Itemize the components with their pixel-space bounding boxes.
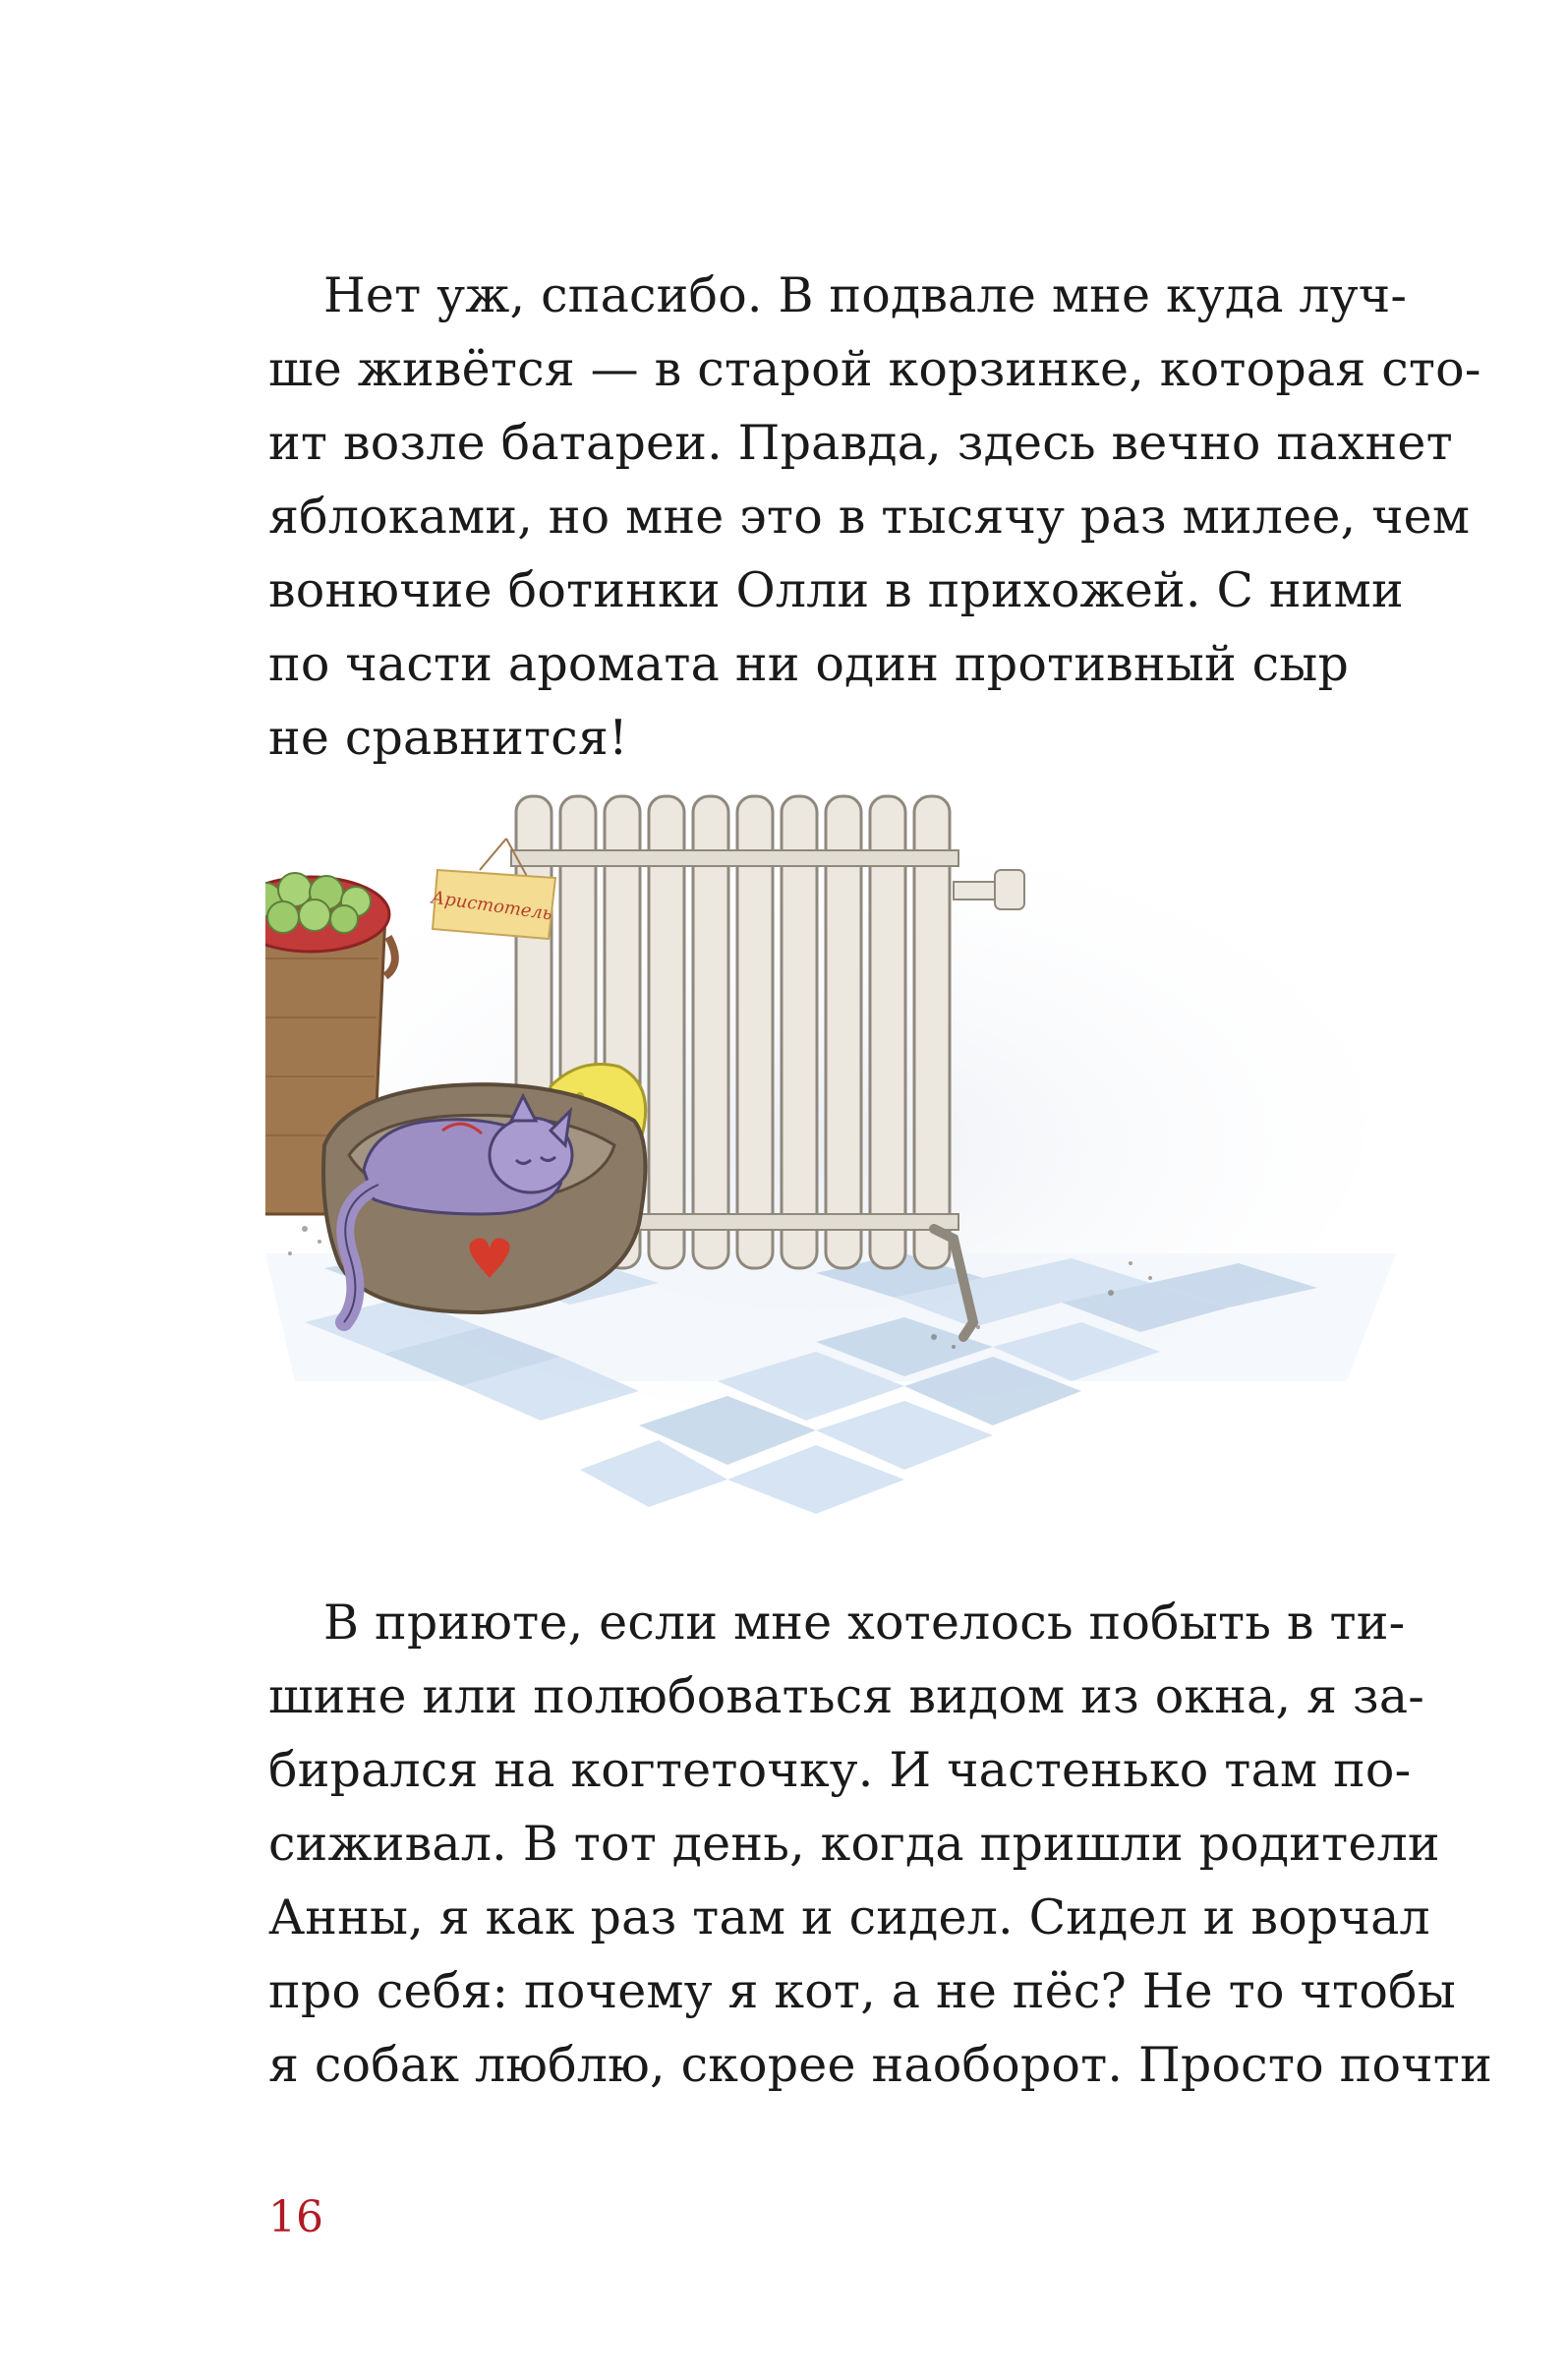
cat-basket-illustration: [265, 791, 1396, 1538]
sign-label: Аристотель: [430, 887, 553, 925]
text-line: по части аромата ни один противный сыр: [268, 636, 1350, 692]
text-line: бирался на когтеточку. И частенько там по-: [268, 1742, 1412, 1798]
paragraph-2: [268, 1586, 1492, 2102]
text-line: Анны, я как раз там и сидел. Сидел и ворчал: [268, 1889, 1430, 1945]
text-line: сиживал. В тот день, когда пришли родители: [268, 1816, 1440, 1872]
text-line: я собак люблю, скорее наоборот. Просто почти: [268, 2037, 1492, 2093]
text-line: В приюте, если мне хотелось побыть в ти-: [323, 1595, 1406, 1651]
text-line: шине или полюбоваться видом из окна, я за-: [268, 1668, 1425, 1724]
text-line: не сравнится!: [268, 710, 628, 766]
text-line: про себя: почему я кот, а не пёс? Не то чтобы: [268, 1963, 1456, 2019]
text-line: Нет уж, спасибо. В подвале мне куда луч-: [323, 267, 1408, 323]
text-line: ит возле батареи. Правда, здесь вечно пахнет: [268, 415, 1453, 471]
page-number: 16: [268, 2192, 323, 2242]
text-line: вонючие ботинки Олли в прихожей. С ними: [268, 562, 1404, 618]
paragraph-1: [268, 259, 1481, 775]
text-line: ше живётся — в старой корзинке, которая сто-: [268, 341, 1481, 397]
text-line: яблоками, но мне это в тысячу раз милее, чем: [268, 489, 1471, 545]
